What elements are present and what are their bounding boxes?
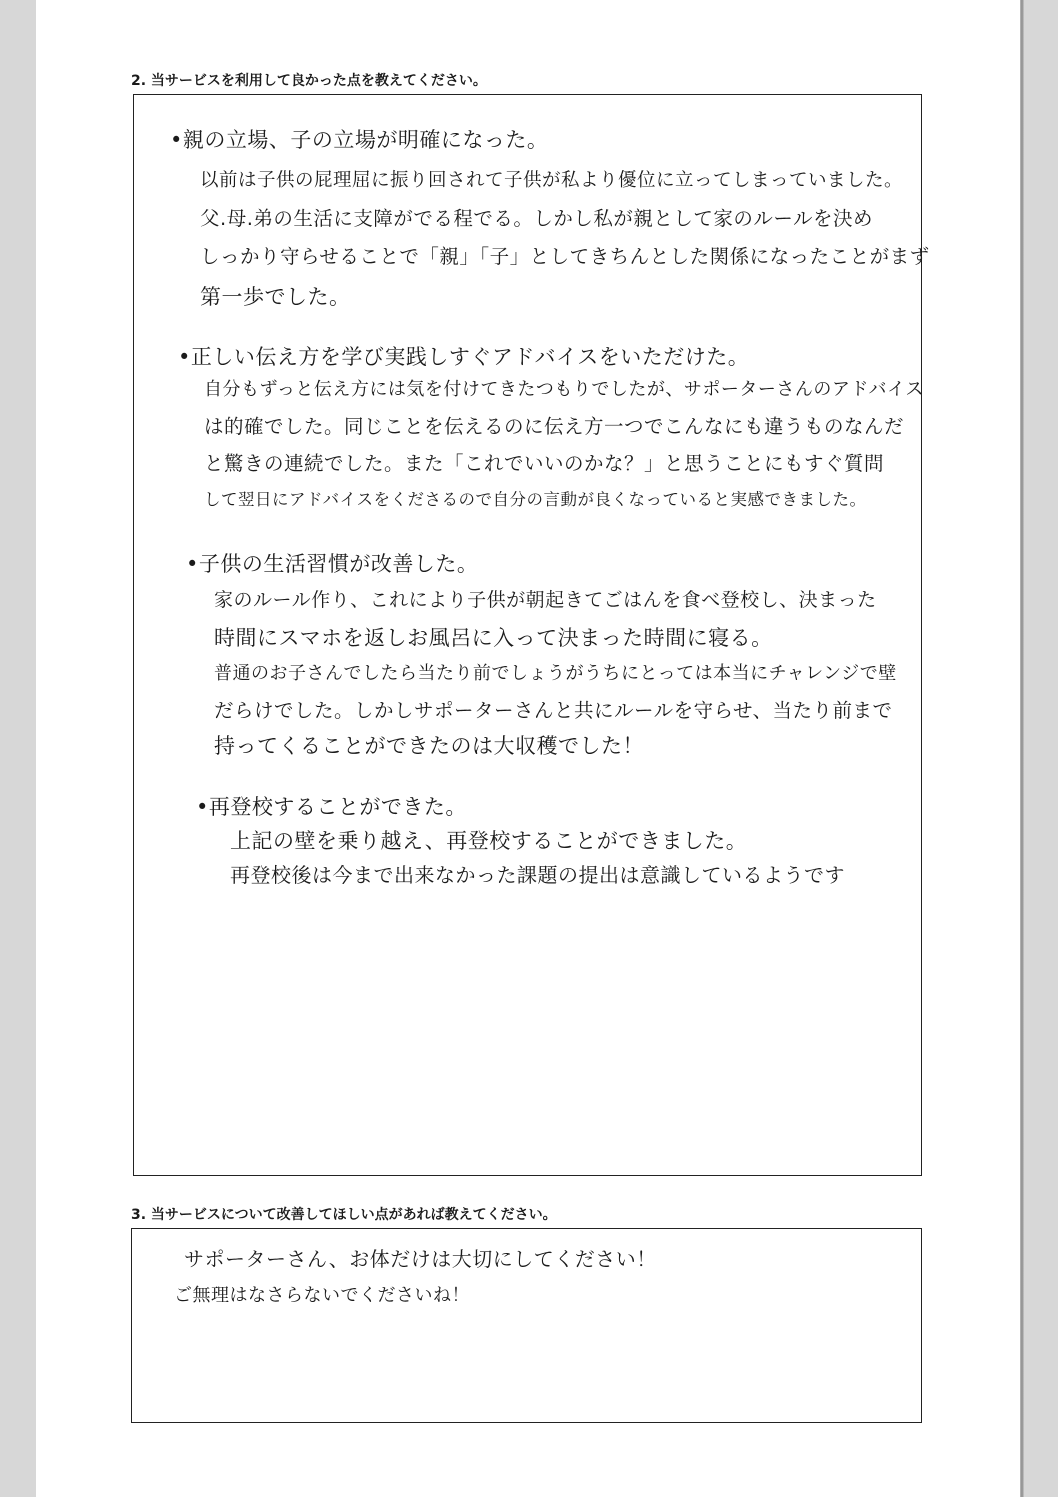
q2-item-4-line-1: 上記の壁を乗り越え、再登校することができました。 xyxy=(230,829,748,853)
q2-item-1-heading: •親の立場、子の立場が明確になった。 xyxy=(170,128,549,152)
q2-item-4-line-2: 再登校後は今まで出来なかった課題の提出は意識しているようです xyxy=(230,863,845,887)
q2-item-2-line-3: と驚きの連続でした。また「これでいいのかな？」と思うことにもすぐ質問 xyxy=(204,452,885,475)
q2-item-3-line-4: だらけでした。しかしサポーターさんと共にルールを守らせ、当たり前まで xyxy=(214,699,893,722)
question-3-label: 3. 当サービスについて改善してほしい点があれば教えてください。 xyxy=(131,1207,557,1223)
q2-item-2-heading: •正しい伝え方を学び実践しすぐアドバイスをいただけた。 xyxy=(178,345,750,369)
q2-item-3-line-2: 時間にスマホを返しお風呂に入って決まった時間に寝る。 xyxy=(214,626,773,650)
q2-item-3-line-3: 普通のお子さんでしたら当たり前でしょうがうちにとっては本当にチャレンジで壁 xyxy=(214,663,897,684)
q2-item-1-line-2: 父.母.弟の生活に支障がでる程でる。しかし私が親として家のルールを決め xyxy=(200,207,874,230)
q2-item-3-line-5: 持ってくることができたのは大収穫でした！ xyxy=(214,734,644,758)
q2-item-2-line-1: 自分もずっと伝え方には気を付けてきたつもりでしたが、サポーターさんのアドバイス xyxy=(204,379,924,400)
q2-item-4-heading: •再登校することができた。 xyxy=(196,795,467,819)
q2-item-1-line-1: 以前は子供の屁理屈に振り回されて子供が私より優位に立ってしまっていました。 xyxy=(200,170,904,191)
scan-edge xyxy=(1020,0,1024,1497)
q2-item-1-line-3: しっかり守らせることで「親」「子」としてきちんとした関係になったことがまず xyxy=(200,245,930,268)
q2-item-3-line-1: 家のルール作り、これにより子供が朝起きてごはんを食べ登校し、決まった xyxy=(214,589,877,611)
q3-line-2: ご無理はなさらないでくださいね！ xyxy=(174,1285,470,1306)
q2-item-2-line-4: して翌日にアドバイスをくださるので自分の言動が良くなっていると実感できました。 xyxy=(204,490,867,509)
q2-item-1-line-4: 第一歩でした。 xyxy=(200,285,351,309)
q3-line-1: サポーターさん、お体だけは大切にしてください！ xyxy=(184,1247,657,1271)
q2-item-2-line-2: は的確でした。同じことを伝えるのに伝え方一つでこんなにも違うものなんだ xyxy=(204,415,905,438)
q2-item-3-heading: •子供の生活習慣が改善した。 xyxy=(186,552,479,576)
question-2-label: 2. 当サービスを利用して良かった点を教えてください。 xyxy=(131,73,487,89)
